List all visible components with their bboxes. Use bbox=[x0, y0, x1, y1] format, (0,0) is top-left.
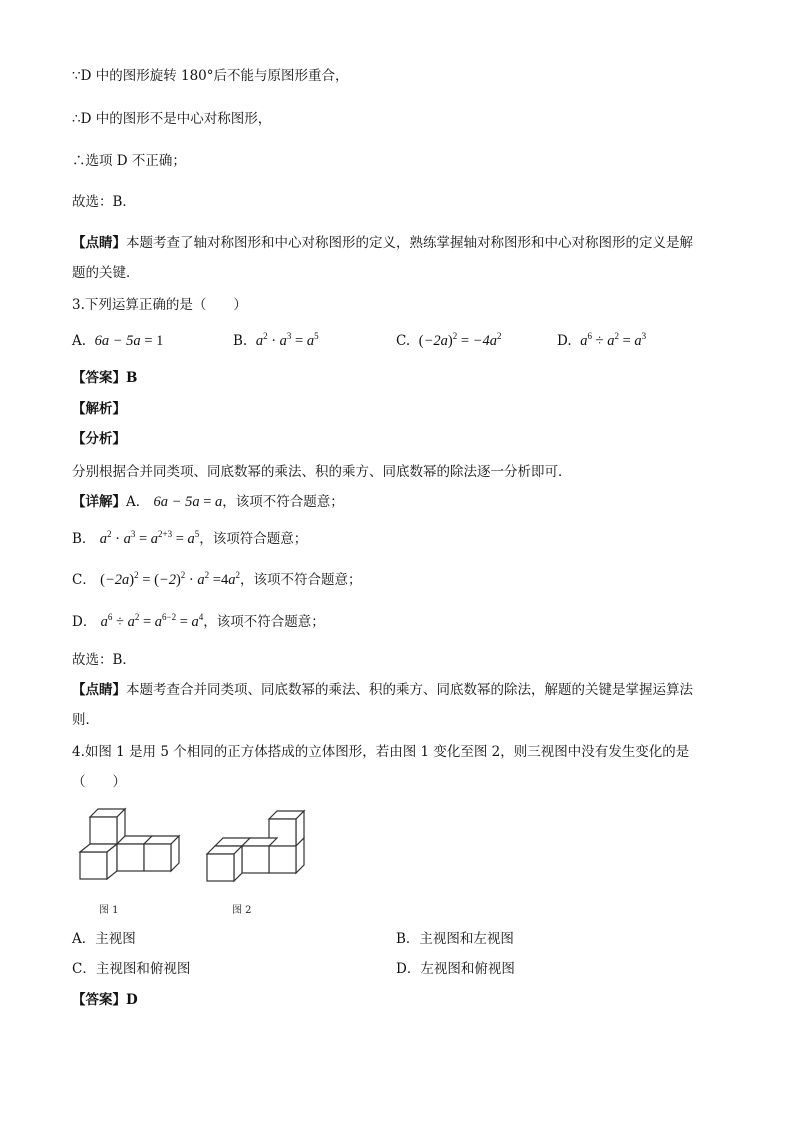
text-line-key: 题的关键． bbox=[72, 265, 140, 281]
text-line-not-central: ∴D 中的图形不是中心对称图形， bbox=[72, 111, 272, 127]
detail-d-suffix: ，该项不符合题意； bbox=[203, 614, 325, 630]
answer-value: B bbox=[126, 370, 138, 386]
question-4-stem-line1: 4.如图 1 是用 5 个相同的正方体搭成的立体图形，若由图 1 变化至图 2，则三视图中没有发生变化的是 bbox=[72, 744, 690, 760]
figure-2-cubes bbox=[205, 809, 307, 885]
analysis-tag-text: 【解析】 bbox=[72, 401, 126, 417]
q3-option-a-label: A. bbox=[72, 333, 87, 349]
text-line-choose-b: 故选：B． bbox=[72, 194, 136, 210]
figure-1-caption: 图 1 bbox=[99, 905, 119, 916]
answer-2-line bbox=[72, 990, 138, 1010]
q3-option-d-label: D. bbox=[557, 333, 572, 349]
dianjing-text: 本题考查了轴对称图形和中心对称图形的定义，熟练掌握轴对称图形和中心对称图形的定义是解 bbox=[126, 235, 693, 251]
answer-2-tag: 【答案】 bbox=[72, 992, 126, 1008]
q3-option-b: B. $a^2 \cdot a^3 = a^5$ bbox=[233, 331, 319, 349]
q3-option-c-label: C. bbox=[396, 333, 411, 349]
detail-a-suffix: ，该项不符合题意； bbox=[222, 494, 344, 510]
detail-c: C． $(-2a)^2 = (-2)^2 \cdot a^2 =4a^2$，该项不符合题意； bbox=[72, 570, 362, 588]
detail-a-prefix: A． bbox=[126, 494, 150, 510]
figure-1-cubes bbox=[76, 805, 181, 883]
choose-b-line: 故选：B． bbox=[72, 652, 136, 668]
fenxi-tag-text: 【分析】 bbox=[72, 431, 126, 447]
fenxi-text: 分别根据合并同类项、同底数幂的乘法、积的乘方、同底数幂的除法逐一分析即可． bbox=[72, 464, 572, 480]
analysis-tag bbox=[72, 399, 126, 419]
figure-2-caption: 图 2 bbox=[232, 905, 252, 916]
text-line-rotation: ∵D 中的图形旋转 180°后不能与原图形重合， bbox=[72, 68, 349, 84]
dianjing-2-text: 本题考查合并同类项、同底数幂的乘法、积的乘方、同底数幂的除法，解题的关键是掌握运算法 bbox=[126, 682, 693, 698]
fenxi-tag bbox=[72, 429, 126, 449]
detail-b-prefix: B． bbox=[72, 531, 96, 547]
q4-option-b: B．主视图和左视图 bbox=[396, 931, 514, 947]
q3-option-d: D. $a^6 \div a^2 = a^3$ bbox=[557, 331, 647, 349]
detail-d-prefix: D． bbox=[72, 614, 97, 630]
q3-option-b-label: B. bbox=[233, 333, 248, 349]
dianjing-tag: 【点睛】 bbox=[72, 235, 126, 251]
text-line-dianjing bbox=[72, 233, 693, 253]
dianjing-2-tag: 【点睛】 bbox=[72, 682, 126, 698]
q3-option-a: A. 6a − 5a = 1 bbox=[72, 333, 164, 349]
detail-b: B． $a^2 \cdot a^3 = a^{2+3} = a^5$，该项符合题意； bbox=[72, 529, 308, 547]
dianjing-2-line bbox=[72, 680, 693, 700]
q4-option-c: C．主视图和俯视图 bbox=[72, 961, 191, 977]
detail-b-suffix: ，该项符合题意； bbox=[199, 531, 308, 547]
text-line-d-wrong: ∴选项 D 不正确； bbox=[72, 153, 186, 169]
dianjing-2-tail: 则． bbox=[72, 712, 99, 728]
detail-c-prefix: C． bbox=[72, 572, 96, 588]
question-4-stem-line2: （ ） bbox=[72, 774, 126, 790]
q4-option-a: A．主视图 bbox=[72, 931, 136, 947]
answer-2-value: D bbox=[126, 992, 138, 1008]
detail-a: 【详解】A． 6a − 5a = a，该项不符合题意； bbox=[72, 494, 344, 510]
detail-c-suffix: ，该项不符合题意； bbox=[239, 572, 362, 588]
q3-option-c: C. $(-2a)^2 = -4a^2$ bbox=[396, 331, 502, 349]
answer-line bbox=[72, 368, 137, 388]
answer-tag: 【答案】 bbox=[72, 370, 126, 386]
detail-tag: 【详解】 bbox=[72, 494, 126, 510]
question-3-stem: 3.下列运算正确的是（ ） bbox=[72, 297, 247, 313]
q4-option-d: D．左视图和俯视图 bbox=[396, 961, 515, 977]
detail-d: D． $a^6 \div a^2 = a^{6-2} = a^4$，该项不符合题意； bbox=[72, 612, 325, 630]
